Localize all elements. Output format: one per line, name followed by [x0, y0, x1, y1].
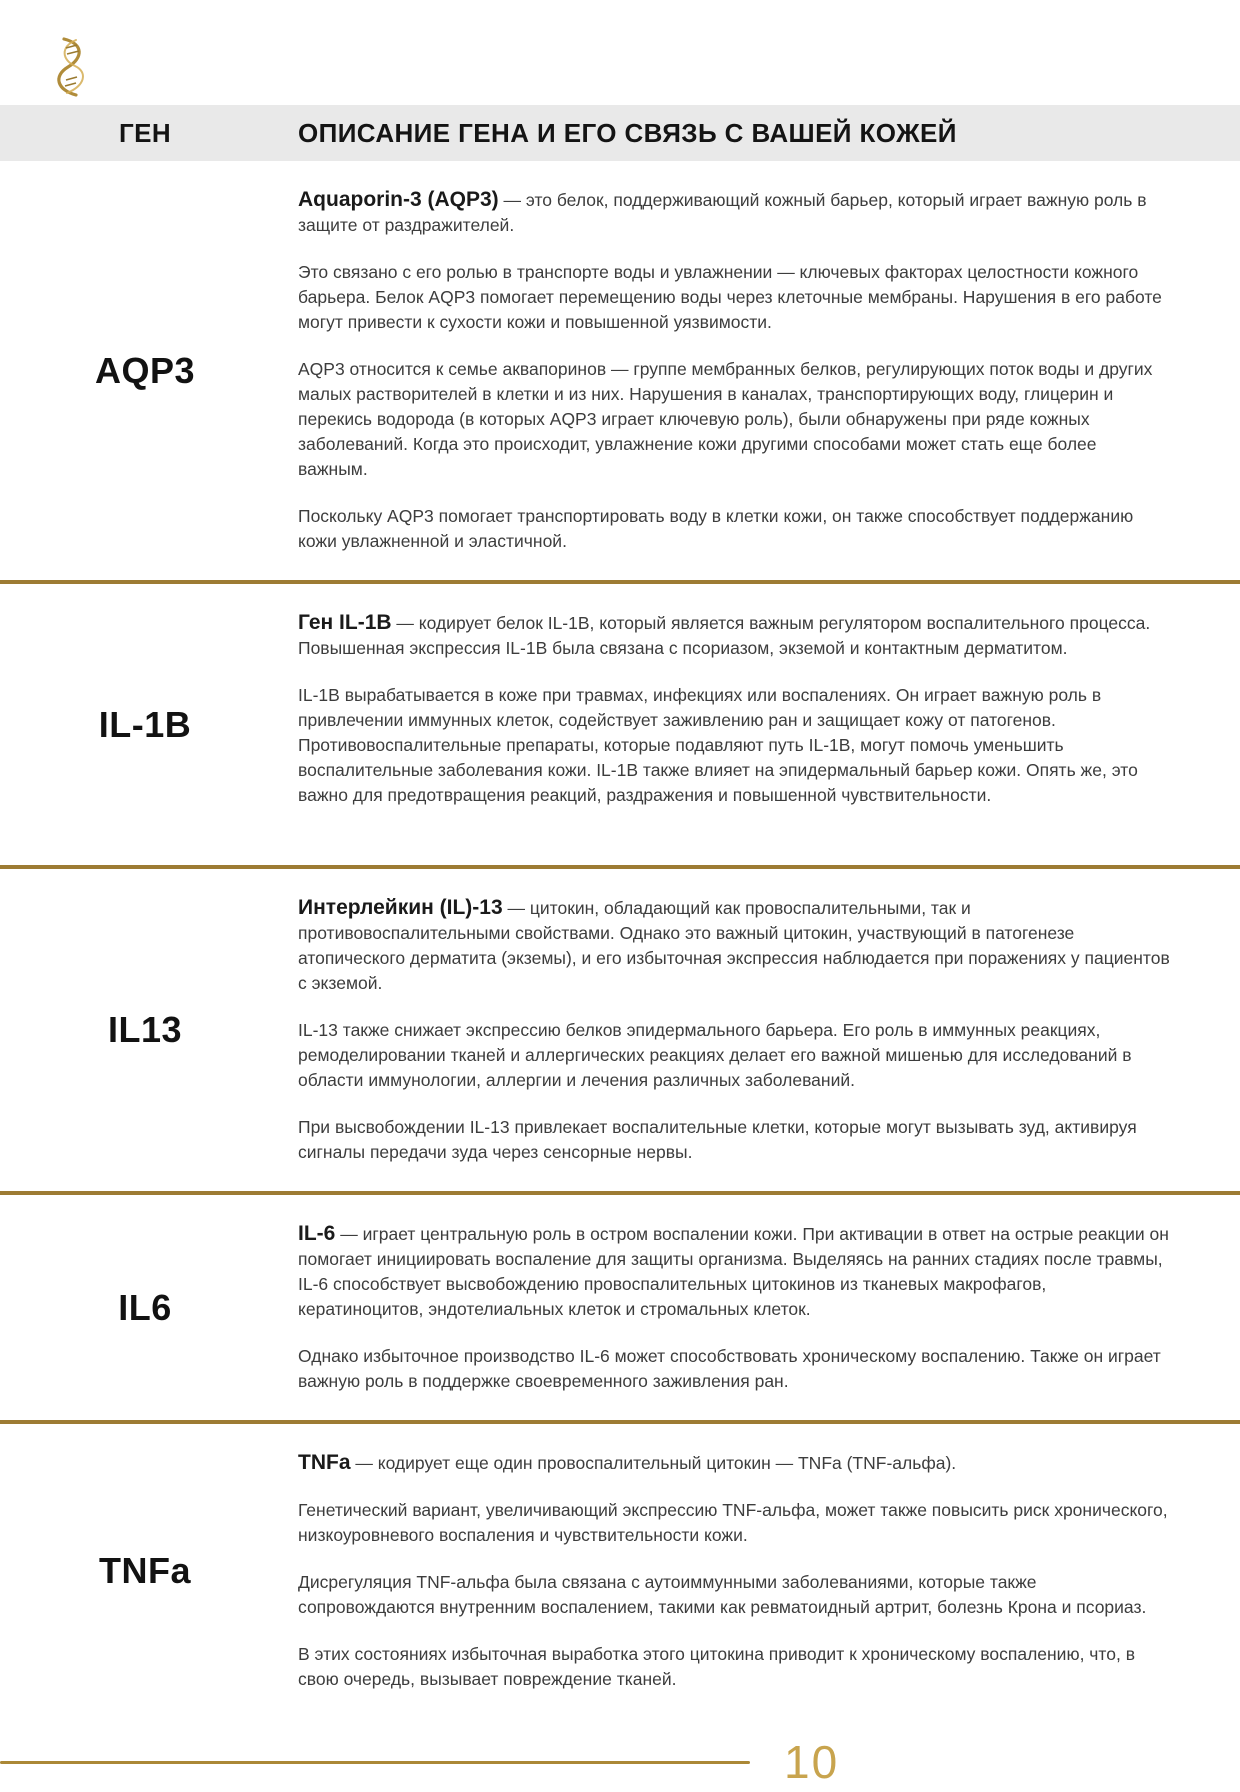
paragraph	[298, 187, 1170, 238]
gene-lead-in: Aquaporin-3 (AQP3)	[298, 188, 499, 211]
gene-label-aqp3: AQP3	[94, 349, 196, 391]
gene-row-il6	[0, 1191, 1240, 1420]
dna-helix-logo-icon	[54, 36, 90, 98]
paragraph: AQP3 относится к семье аквапоринов — группе мембранных белков, регулирующих поток воды и других малых растворителей в клетки и из них. Нарушения в каналах, транспортирующих воду, глицерин и перекись водорода (в которых AQP3 играет ключевую роль), были обнаружены при ряде кожных заболеваний. Когда это происходит, увлажнение кожи другими способами может стать еще более важным.	[298, 359, 1153, 479]
gene-lead-in: Интерлейкин (IL)-13	[298, 896, 503, 919]
gene-lead-in: Ген IL-1B	[298, 611, 392, 634]
gene-description-aqp3	[290, 161, 1240, 580]
paragraph: При высвобождении IL-13 привлекает воспалительные клетки, которые могут вызывать зуд, активируя сигналы передачи зуда через сенсорные нервы.	[298, 1117, 1137, 1162]
paragraph: Генетический вариант, увеличивающий экспрессию TNF-альфа, может также повысить риск хронического, низкоуровневого воспаления и чувствительности кожи.	[298, 1500, 1168, 1545]
paragraph	[298, 1221, 1170, 1322]
gene-row-il13	[0, 865, 1240, 1191]
gene-label-il13: IL13	[107, 1009, 183, 1050]
paragraph: Поскольку AQP3 помогает транспортировать воду в клетки кожи, он также способствует поддержанию кожи увлажненной и эластичной.	[298, 506, 1134, 551]
paragraph	[298, 610, 1170, 661]
paragraph-text: — это белок, поддерживающий кожный барьер, который играет важную роль в защите от раздражителей.	[298, 190, 1147, 235]
paragraph: Дисрегуляция TNF-альфа была связана с аутоиммунными заболеваниями, которые также сопровождаются внутренним воспалением, такими как ревматоидный артрит, болезнь Крона и псориаз.	[298, 1572, 1147, 1617]
paragraph-text: — кодирует белок IL-1B, который является важным регулятором воспалительного процесса. Повышенная экспрессия IL-1B была связана с псориазом, экземой и контактным дерматитом.	[298, 613, 1151, 658]
gene-label-il1b: IL-1B	[98, 703, 192, 745]
gene-description-il13	[290, 869, 1240, 1191]
table-header	[0, 105, 1240, 161]
gene-row-tnfa	[0, 1420, 1240, 1718]
page-number: 10	[784, 1736, 840, 1788]
header-description-column-title: ОПИСАНИЕ ГЕНА И ЕГО СВЯЗЬ С ВАШЕЙ КОЖЕЙ	[298, 117, 957, 148]
paragraph	[298, 1450, 1170, 1476]
paragraph-text: — цитокин, обладающий как провоспалительными, так и противовоспалительными свойствами. Однако это важный цитокин, участвующий в патогенезе атопического дерматита (экземы), и его избыточная экспрессия наблюдается при поражениях у пациентов с экземой.	[298, 898, 1170, 993]
paragraph: Однако избыточное производство IL-6 может способствовать хроническому воспалению. Также он играет важную роль в поддержке своевременного заживления ран.	[298, 1346, 1161, 1391]
paragraph: IL-13 также снижает экспрессию белков эпидермального барьера. Его роль в иммунных реакциях, ремоделировании тканей и аллергических реакциях делает его важной мишенью для исследований в области иммунологии, аллергии и лечения различных заболеваний.	[298, 1020, 1132, 1090]
gene-description-tnfa	[290, 1424, 1240, 1718]
gene-description-il6	[290, 1195, 1240, 1420]
paragraph-text: — кодирует еще один провоспалительный цитокин — TNFa (TNF-альфа).	[350, 1453, 957, 1473]
page-footer	[0, 1732, 1240, 1792]
gene-label-il6: IL6	[118, 1286, 172, 1328]
gene-lead-in: TNFa	[298, 1451, 351, 1474]
gene-label-tnfa: TNFa	[99, 1550, 191, 1591]
gene-row-aqp3	[0, 161, 1240, 580]
paragraph	[298, 895, 1170, 996]
paragraph: Это связано с его ролью в транспорте воды и увлажнении — ключевых факторах целостности кожного барьера. Белок AQP3 помогает перемещению воды через клеточные мембраны. Нарушения в его работе могут привести к сухости кожи и повышенной уязвимости.	[298, 262, 1162, 332]
gene-row-il1b	[0, 580, 1240, 865]
footer-divider-line	[0, 1761, 750, 1764]
gene-description-il1b	[290, 584, 1240, 865]
top-bar	[0, 0, 1240, 105]
paragraph: IL-1B вырабатывается в коже при травмах, инфекциях или воспалениях. Он играет важную роль в привлечении иммунных клеток, содействует заживлению ран и защищает кожу от патогенов. Противовоспалительные препараты, которые подавляют путь IL-1B, могут помочь уменьшить воспалительные заболевания кожи. IL-1B также влияет на эпидермальный барьер кожи. Опять же, это важно для предотвращения реакций, раздражения и повышенной чувствительности.	[298, 685, 1138, 805]
header-gene-column-title: ГЕН	[118, 117, 172, 148]
paragraph-text: — играет центральную роль в остром воспалении кожи. При активации в ответ на острые реакции он помогает инициировать воспаление для защиты организма. Выделяясь на ранних стадиях после травмы, IL-6 способствует высвобождению провоспалительных цитокинов из тканевых макрофагов, кератиноцитов, эндотелиальных клеток и стромальных клеток.	[298, 1224, 1169, 1319]
gene-lead-in: IL-6	[298, 1222, 336, 1245]
paragraph: В этих состояниях избыточная выработка этого цитокина приводит к хроническому воспалению, что, в свою очередь, вызывает повреждение тканей.	[298, 1644, 1135, 1689]
